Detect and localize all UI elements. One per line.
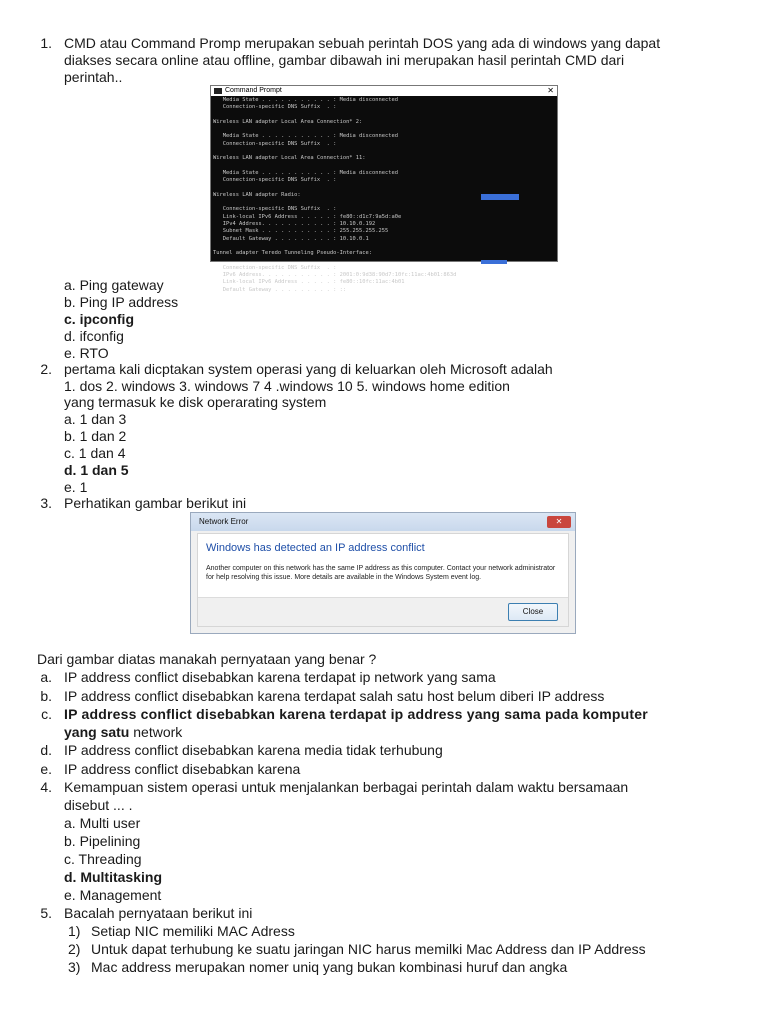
q3-option-a: IP address conflict disebabkan karena terdapat ip network yang sama — [64, 669, 496, 685]
q2-option-c: c. 1 dan 4 — [64, 445, 126, 461]
question-1-line-2: diakses secara online atau offline, gambar dibawah ini merupakan hasil perintah CMD dari — [64, 52, 625, 68]
question-2-number: 2. — [40, 361, 52, 377]
question-4-line-2: disebut ... . — [64, 797, 133, 813]
redacted-address-highlight — [481, 194, 519, 200]
question-1-line-1: CMD atau Command Promp merupakan sebuah perintah DOS yang ada di windows yang dapat — [64, 35, 661, 51]
cmd-output-line: Subnet Mask . . . . . . . . . . . : 255.255.255.255 — [213, 228, 389, 235]
cmd-output-line — [213, 185, 555, 192]
q2-option-e: e. 1 — [64, 479, 88, 495]
cmd-output-line: Tunnel adapter Teredo Tunneling Pseudo-Interface: — [213, 250, 373, 257]
cmd-output-line: Wireless LAN adapter Radio: — [213, 191, 301, 198]
q2-option-a: a. 1 dan 3 — [64, 411, 127, 427]
q5-item-1: Setiap NIC memiliki MAC Adress — [91, 923, 295, 939]
dialog-title: Network Error — [199, 517, 249, 526]
dialog-heading: Windows has detected an IP address conflict — [206, 542, 425, 554]
question-3-number: 3. — [40, 495, 52, 511]
dialog-footer — [198, 597, 568, 626]
q3-option-c-answer-line-1: IP address conflict disebabkan karena terdapat ip address yang sama pada komputer — [64, 706, 648, 722]
question-4-line-1: Kemampuan sistem operasi untuk menjalankan berbagai perintah dalam waktu bersamaan — [64, 779, 629, 795]
q4-option-c: c. Threading — [64, 851, 142, 867]
cmd-output-line — [213, 148, 555, 155]
q3-option-a-letter: a. — [40, 669, 52, 685]
q3-option-b-letter: b. — [40, 688, 52, 704]
q2-option-b: b. 1 dan 2 — [64, 428, 127, 444]
q1-option-a: a. Ping gateway — [64, 277, 164, 293]
question-2-line-2: 1. dos 2. windows 3. windows 7 4 .windows 10 5. windows home edition — [64, 378, 510, 394]
q4-option-d-answer: d. Multitasking — [64, 869, 162, 885]
q1-option-e: e. RTO — [64, 345, 109, 361]
q3-option-e: IP address conflict disebabkan karena — [64, 761, 301, 777]
q5-item-2: Untuk dapat terhubung ke suatu jaringan NIC harus memilki Mac Address dan IP Address — [91, 941, 646, 957]
q5-item-3-number: 3) — [68, 959, 81, 975]
command-prompt-screenshot — [210, 85, 558, 293]
cmd-output-line: Media State . . . . . . . . . . . : Media disconnected — [213, 133, 398, 140]
q5-item-3: Mac address merupakan nomer uniq yang bukan kombinasi huruf dan angka — [91, 959, 568, 975]
cmd-output-line: Connection-specific DNS Suffix . : — [213, 264, 337, 271]
redacted-address-highlight — [481, 260, 507, 264]
dialog-close-button: Close — [508, 603, 558, 621]
cmd-output-line — [213, 243, 555, 250]
question-5-text: Bacalah pernyataan berikut ini — [64, 905, 253, 921]
q5-item-2-number: 2) — [68, 941, 81, 957]
dialog-message: Another computer on this network has the same IP address as this computer. Contact your network administrator for help resolving this issue. More details are available in the Windows System event log. — [206, 565, 556, 581]
q3-option-c-answer-line-2 — [64, 724, 182, 741]
question-4-number: 4. — [40, 779, 52, 795]
cmd-output-line: Connection-specific DNS Suffix . : — [213, 140, 337, 147]
question-2-line-1: pertama kali dicptakan system operasi yang di keluarkan oleh Microsoft adalah — [64, 361, 553, 377]
cmd-output-line: Link-local IPv6 Address . . . . . : fe80::10fc:11ac:4b01 — [213, 279, 405, 286]
cmd-output-line: Link-local IPv6 Address . . . . . : fe80::d1c7:9a5d:a0e — [213, 213, 402, 220]
question-3-prompt: Dari gambar diatas manakah pernyataan yang benar ? — [37, 651, 377, 667]
cmd-output-line: Media State . . . . . . . . . . . : Media disconnected — [213, 97, 398, 103]
cmd-output-line: Connection-specific DNS Suffix . : — [213, 206, 337, 213]
cmd-output-line: IPv6 Address. . . . . . . . . . . : 2001:0:9d38:90d7:10fc:11ac:4b01:863d — [213, 272, 457, 279]
q3-option-c-letter: c. — [41, 706, 52, 722]
cmd-output-line: Media State . . . . . . . . . . . : Media disconnected — [213, 169, 398, 176]
q3-option-c-bold-part: yang satu — [64, 724, 130, 740]
cmd-output-line: Connection-specific DNS Suffix . : — [213, 104, 337, 111]
q4-option-e: e. Management — [64, 887, 162, 903]
q3-option-c-normal-part: network — [129, 724, 183, 740]
cmd-icon — [214, 88, 222, 94]
cmd-output-line: Wireless LAN adapter Local Area Connection* 11: — [213, 155, 366, 162]
dialog-content — [197, 533, 569, 627]
question-5-number: 5. — [40, 905, 52, 921]
cmd-output-line — [213, 163, 555, 170]
cmd-title: Command Prompt — [225, 87, 282, 94]
q4-option-b: b. Pipelining — [64, 833, 141, 849]
question-1-line-3: perintah.. — [64, 69, 123, 85]
cmd-output-line: IPv4 Address. . . . . . . . . . . : 10.10.0.192 — [213, 221, 376, 228]
network-error-dialog-screenshot — [190, 512, 576, 634]
q1-option-c-answer: c. ipconfig — [64, 311, 134, 327]
dialog-title-bar — [191, 513, 575, 531]
cmd-title-bar — [211, 86, 557, 96]
cmd-output-line — [213, 112, 555, 119]
cmd-output-line: Wireless LAN adapter Local Area Connection* 2: — [213, 118, 363, 125]
q3-option-d: IP address conflict disebabkan karena media tidak terhubung — [64, 742, 443, 758]
cmd-output-line: Default Gateway . . . . . . . . . : :: — [213, 286, 347, 293]
cmd-output-line: Connection-specific DNS Suffix . : — [213, 177, 337, 184]
q4-option-a: a. Multi user — [64, 815, 141, 831]
cmd-output-line — [213, 199, 555, 206]
q3-option-b: IP address conflict disebabkan karena terdapat salah satu host belum diberi IP address — [64, 688, 605, 704]
q5-item-1-number: 1) — [68, 923, 81, 939]
cmd-output-line — [213, 126, 555, 133]
question-3-text: Perhatikan gambar berikut ini — [64, 495, 247, 511]
q3-option-d-letter: d. — [40, 742, 52, 758]
q1-option-d: d. ifconfig — [64, 328, 124, 344]
close-icon: ✕ — [547, 516, 571, 528]
question-2-line-3: yang termasuk ke disk operarating system — [64, 394, 327, 410]
question-1-number: 1. — [40, 35, 52, 51]
q3-option-e-letter: e. — [40, 761, 52, 777]
close-icon: ✕ — [547, 86, 554, 95]
cmd-output-line: Default Gateway . . . . . . . . . : 10.10.0.1 — [213, 235, 369, 242]
q1-option-b: b. Ping IP address — [64, 294, 179, 310]
q2-option-d-answer: d. 1 dan 5 — [64, 462, 129, 478]
